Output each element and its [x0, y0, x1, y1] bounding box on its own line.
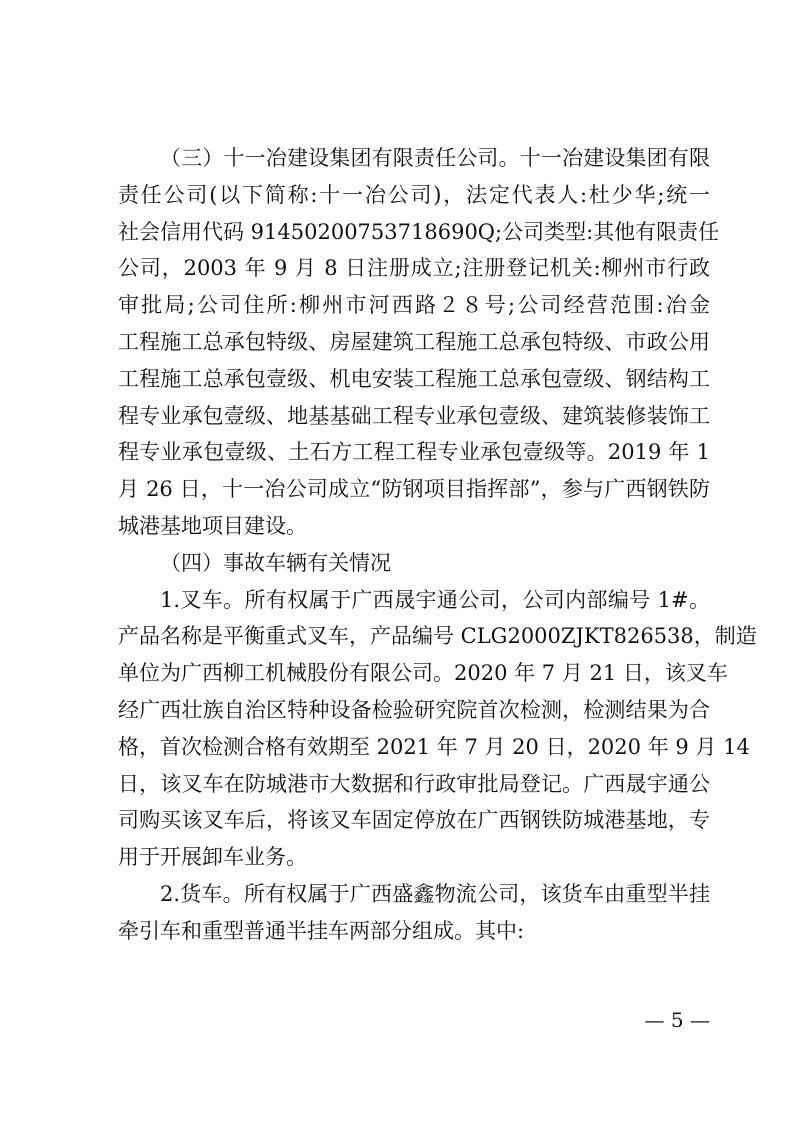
text-line: 工程施工总承包壹级、机电安装工程施工总承包壹级、钢结构工: [118, 366, 710, 391]
text-line: 城港基地项目建设。: [118, 513, 307, 538]
text-line: 司购买该叉车后，将该叉车固定停放在广西钢铁防城港基地，专: [118, 808, 710, 833]
text-line: （三）十一冶建设集团有限责任公司。十一冶建设集团有限: [160, 146, 710, 170]
text-line: 1.叉车。所有权属于广西晟宇通公司，公司内部编号 1#。: [160, 587, 710, 612]
text-line: 单位为广西柳工机械股份有限公司。2020 年 7 月 21 日，该叉车: [118, 661, 728, 686]
text-line: 用于开展卸车业务。: [118, 845, 307, 870]
text-line: 2.货车。所有权属于广西盛鑫物流公司，该货车由重型半挂: [160, 881, 710, 906]
text-line: 公司，2003 年 9 月 8 日注册成立;注册登记机关:柳州市行政: [118, 256, 710, 281]
document-body: [118, 140, 757, 950]
text-line: 经广西壮族自治区特种设备检验研究院首次检测，检测结果为合: [118, 697, 710, 722]
text-line: 程专业承包壹级、土石方工程工程专业承包壹级等。2019 年 1: [118, 440, 710, 465]
section-heading: （四）事故车辆有关情况: [160, 550, 391, 575]
text-line: 程专业承包壹级、地基基础工程专业承包壹级、建筑装修装饰工: [118, 403, 710, 428]
text-line: 审批局;公司住所:柳州市河西路２８号;公司经营范围:冶金: [118, 293, 710, 318]
paragraph-forklift: [118, 582, 757, 876]
text-line: 工程施工总承包特级、房屋建筑工程施工总承包特级、市政公用: [118, 329, 710, 354]
text-line: 责任公司(以下简称:十一冶公司)，法定代表人:杜少华;统一: [118, 182, 710, 207]
text-line: 月 26 日，十一冶公司成立“防钢项目指挥部”，参与广西钢铁防: [118, 477, 710, 502]
text-line: 日，该叉车在防城港市大数据和行政审批局登记。广西晟宇通公: [118, 771, 710, 796]
paragraph-truck: [118, 876, 710, 950]
text-line: 产品名称是平衡重式叉车，产品编号 CLG2000ZJKT826538，制造: [118, 624, 757, 649]
page-number: — 5 —: [644, 1008, 710, 1032]
text-line: 牵引车和重型普通半挂车两部分组成。其中:: [118, 918, 525, 943]
text-line: 格，首次检测合格有效期至 2021 年 7 月 20 日，2020 年 9 月 14: [118, 734, 750, 759]
paragraph-company-info: [118, 140, 720, 545]
text-line: 社会信用代码 91450200753718690Q;公司类型:其他有限责任: [118, 219, 720, 244]
